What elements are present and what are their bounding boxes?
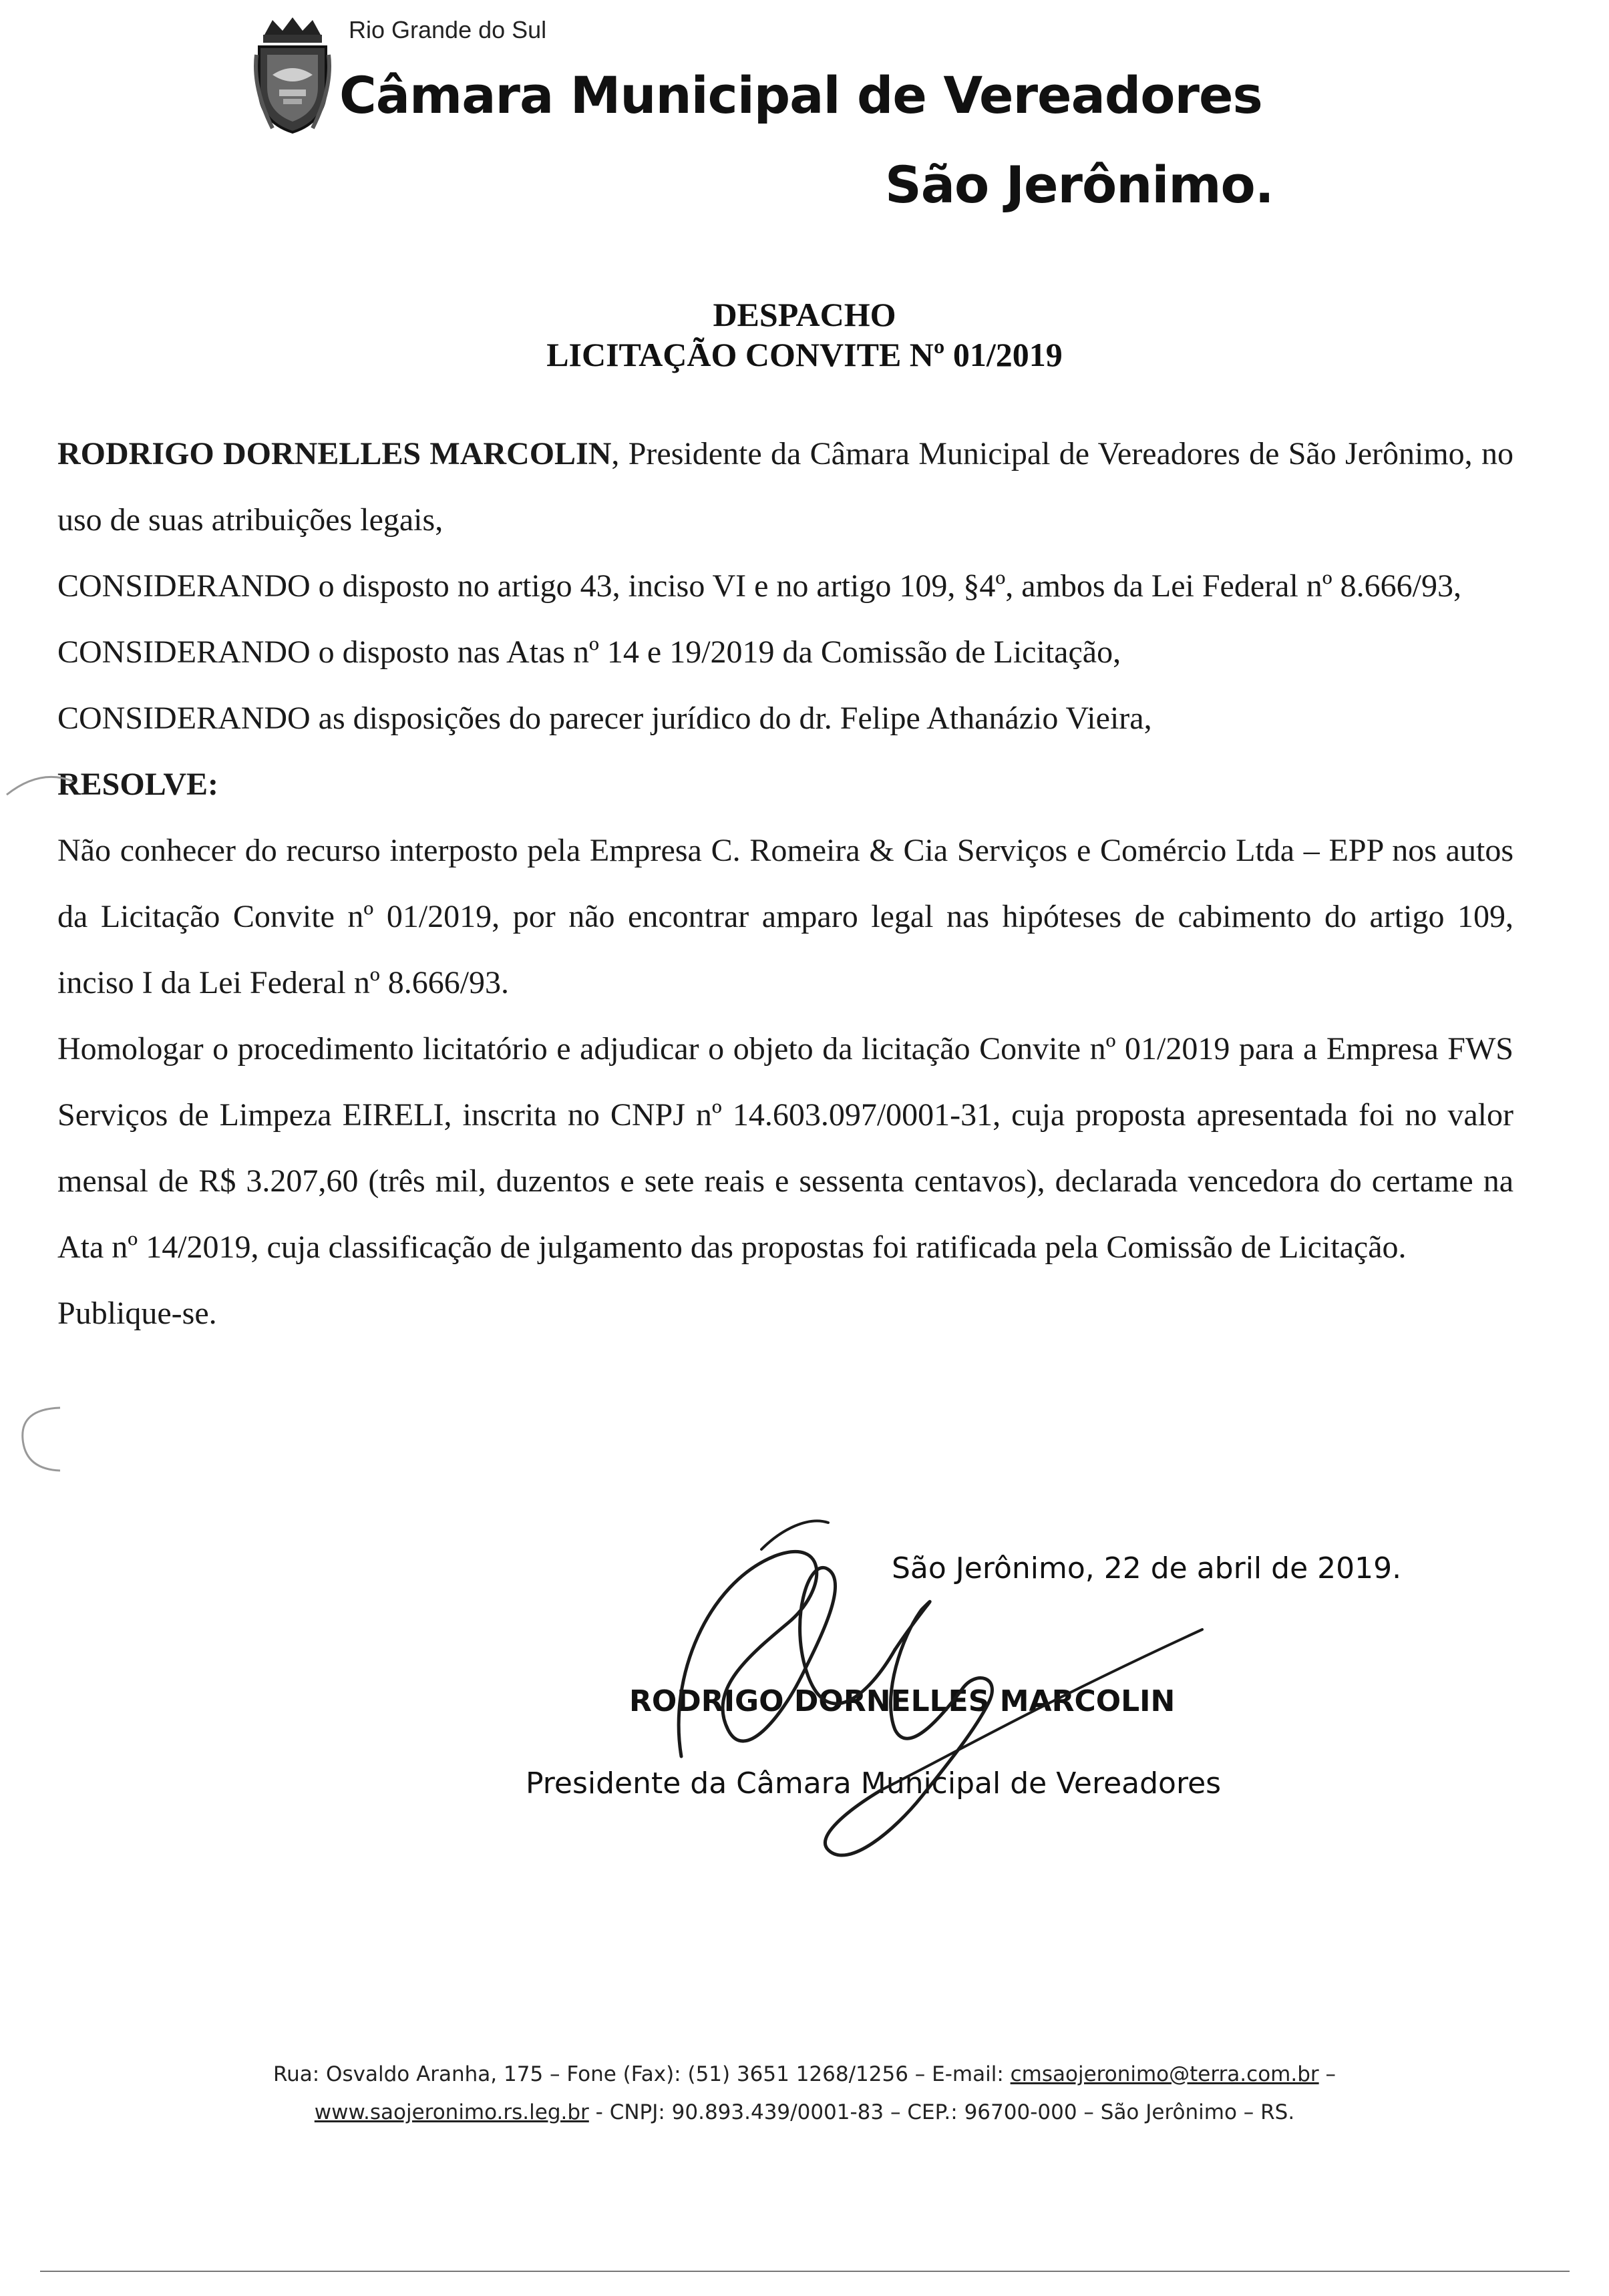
resolve-heading: RESOLVE: bbox=[57, 767, 218, 802]
handwritten-signature-icon bbox=[628, 1476, 1229, 1890]
document-body bbox=[57, 421, 1513, 1346]
intro-paragraph bbox=[57, 421, 1513, 553]
resolution-paragraph-2: Homologar o procedimento licitatório e adjudicar o objeto da licitação Convite nº 01/2019 para a Empresa FWS Serviços de Limpeza EIRELI, inscrita no CNPJ nº 14.603.097/0001-31, cuja proposta apresentada foi no valor mensal de R$ 3.207,60 (três mil, duzentos e sete reais e sessenta centavos), declarada vencedora do certame na Ata nº 14/2019, cuja classificação de julgamento das propostas foi ratificada pela Comissão de Licitação. bbox=[57, 1031, 1513, 1265]
president-name: RODRIGO DORNELLES MARCOLIN bbox=[57, 436, 612, 471]
considerando-2: CONSIDERANDO o disposto nas Atas nº 14 e 19/2019 da Comissão de Licitação, bbox=[57, 634, 1121, 670]
footer-registration: - CNPJ: 90.893.439/0001-83 – CEP.: 96700-000 – São Jerônimo – RS. bbox=[588, 2100, 1295, 2124]
resolution-paragraph-1: Não conhecer do recurso interposto pela Empresa C. Romeira & Cia Serviços e Comércio Ltda – EPP nos autos da Licitação Convite nº 01/2019, por não encontrar amparo legal nas hipóteses de cabimento do artigo 109, inciso I da Lei Federal nº 8.666/93. bbox=[57, 833, 1513, 1000]
footer-website-link[interactable]: www.saojeronimo.rs.leg.br bbox=[314, 2100, 589, 2124]
intro-text: , Presidente da Câmara Municipal de Vereadores de São Jerônimo, no uso de suas atribuições legais, bbox=[57, 436, 1513, 538]
footer-contact-line bbox=[0, 2100, 1609, 2124]
municipal-crest-icon bbox=[252, 15, 333, 135]
chamber-name: Câmara Municipal de Vereadores bbox=[339, 65, 1262, 125]
considerando-1: CONSIDERANDO o disposto no artigo 43, inciso VI e no artigo 109, §4º, ambos da Lei Federal nº 8.666/93, bbox=[57, 568, 1461, 604]
city-name: São Jerônimo. bbox=[885, 155, 1274, 214]
signature-date: São Jerônimo, 22 de abril de 2019. bbox=[892, 1551, 1402, 1585]
signatory-role: Presidente da Câmara Municipal de Vereadores bbox=[526, 1766, 1222, 1800]
state-name: Rio Grande do Sul bbox=[349, 16, 547, 43]
considerando-3: CONSIDERANDO as disposições do parecer jurídico do dr. Felipe Athanázio Vieira, bbox=[57, 701, 1152, 736]
document-subtitle: LICITAÇÃO CONVITE Nº 01/2019 bbox=[546, 336, 1063, 373]
footer-dash: – bbox=[1318, 2062, 1336, 2086]
bottom-divider bbox=[40, 2271, 1570, 2272]
publique-line: Publique-se. bbox=[57, 1296, 217, 1331]
document-title: DESPACHO bbox=[713, 296, 896, 333]
punch-hole-mark-icon bbox=[13, 1402, 67, 1476]
signatory-name: RODRIGO DORNELLES MARCOLIN bbox=[629, 1684, 1176, 1718]
footer-email-link[interactable]: cmsaojeronimo@terra.com.br bbox=[1010, 2062, 1319, 2086]
footer-address: Rua: Osvaldo Aranha, 175 – Fone (Fax): (51) 3651 1268/1256 – E-mail: bbox=[273, 2062, 1011, 2086]
footer-address-line bbox=[0, 2062, 1609, 2086]
